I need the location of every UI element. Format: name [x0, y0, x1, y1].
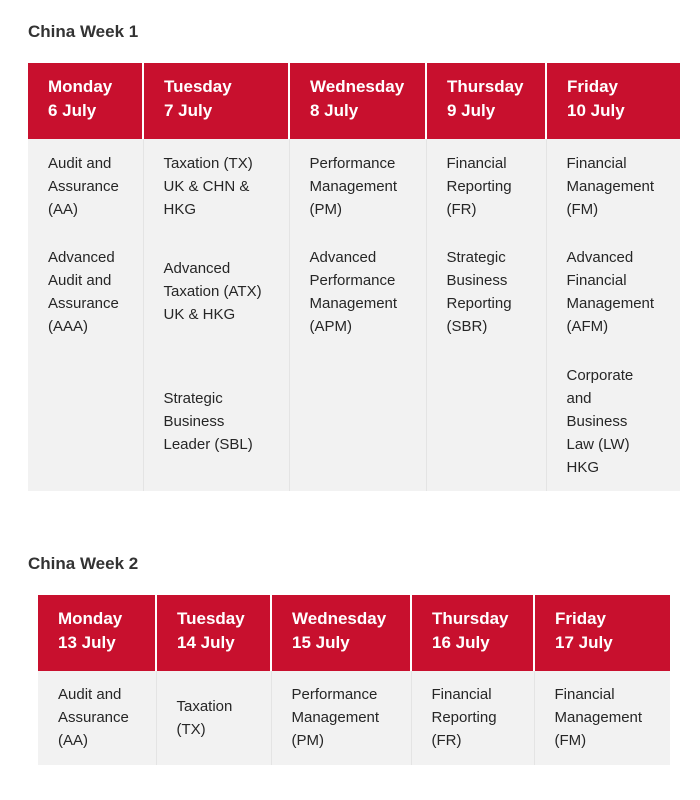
exam-tx: Taxation (TX) UK & CHN & HKG: [163, 155, 253, 218]
exam-lw: Corporate and Business Law (LW) HKG: [566, 367, 634, 476]
week2-wednesday-cell: [271, 671, 411, 765]
week1-tuesday-cell: [143, 139, 289, 491]
week2-header-tuesday: Tuesday 14 July: [156, 595, 271, 671]
exam-atx: Advanced Taxation (ATX) UK & HKG: [163, 260, 262, 323]
week1-header-tuesday: Tuesday 7 July: [143, 63, 289, 139]
exam-pm: Performance Management (PM): [291, 686, 380, 749]
exam-afm: Advanced Financial Management (AFM): [566, 249, 655, 335]
exam-aaa: Advanced Audit and Assurance (AAA): [48, 249, 119, 335]
week2-schedule-table: [38, 595, 670, 765]
exam-aa: Audit and Assurance (AA): [58, 686, 129, 749]
week1-friday-cell: [546, 139, 680, 491]
week1-thursday-cell: [426, 139, 546, 491]
week2-title: China Week 2: [28, 554, 139, 573]
week1-wednesday-cell: [289, 139, 426, 491]
week2-thursday-cell: [411, 671, 534, 765]
week2-friday-cell: [534, 671, 670, 765]
exam-apm: Advanced Performance Management (APM): [309, 249, 398, 335]
exam-aa: Audit and Assurance (AA): [48, 155, 119, 218]
week1-header-wednesday: Wednesday 8 July: [289, 63, 426, 139]
week1-header-friday: Friday 10 July: [546, 63, 680, 139]
week1-monday-cell: [28, 139, 143, 491]
week2-header-thursday: Thursday 16 July: [411, 595, 534, 671]
week2-header-monday: Monday 13 July: [38, 595, 156, 671]
week2-header-friday: Friday 17 July: [534, 595, 670, 671]
exam-tx: Taxation (TX): [176, 698, 233, 738]
week1-title: China Week 1: [28, 22, 139, 41]
week1-header-thursday: Thursday 9 July: [426, 63, 546, 139]
week2-monday-cell: [38, 671, 156, 765]
week1-header-monday: Monday 6 July: [28, 63, 143, 139]
exam-sbr: Strategic Business Reporting (SBR): [446, 249, 512, 335]
exam-fr: Financial Reporting (FR): [446, 155, 512, 218]
week2-header-wednesday: Wednesday 15 July: [271, 595, 411, 671]
exam-fm: Financial Management (FM): [566, 155, 655, 218]
exam-sbl: Strategic Business Leader (SBL): [163, 390, 253, 453]
exam-fm: Financial Management (FM): [554, 686, 643, 749]
week2-tuesday-cell: [156, 671, 271, 765]
exam-pm: Performance Management (PM): [309, 155, 398, 218]
exam-fr: Financial Reporting (FR): [431, 686, 497, 749]
week1-schedule-table: [28, 63, 680, 491]
